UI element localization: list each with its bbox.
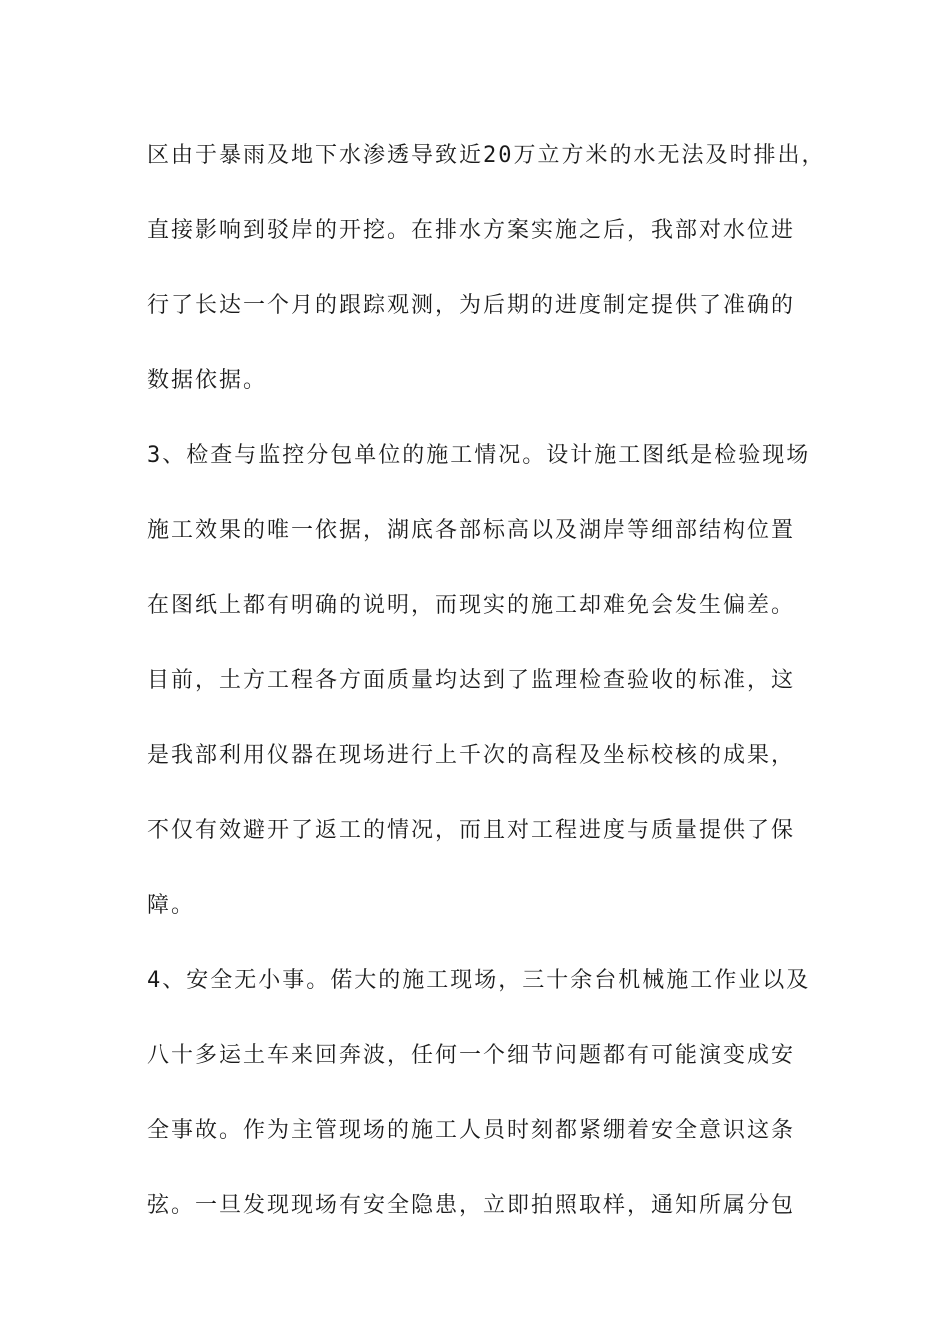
text-line: 全事故。作为主管现场的施工人员时刻都紧绷着安全意识这条 [147, 1118, 796, 1143]
text-line: 八十多运土车来回奔波，任何一个细节问题都有可能演变成安 [147, 1043, 796, 1068]
text-line: 是我部利用仪器在现场进行上千次的高程及坐标校核的成果， [147, 743, 796, 768]
text-line: 直接影响到驳岸的开挖。在排水方案实施之后，我部对水位进 [147, 218, 796, 243]
text-line: 不仅有效避开了返工的情况，而且对工程进度与质量提供了保 [147, 818, 796, 843]
text-line: 弦。一旦发现现场有安全隐患，立即拍照取样，通知所属分包 [147, 1193, 796, 1218]
text-line: 行了长达一个月的跟踪观测，为后期的进度制定提供了准确的 [147, 293, 796, 318]
text-line: 3、检查与监控分包单位的施工情况。设计施工图纸是检验现场 [147, 443, 811, 468]
text-line: 区由于暴雨及地下水渗透导致近20万立方米的水无法及时排出， [147, 143, 826, 168]
text-line: 障。 [147, 893, 196, 918]
text-line: 施工效果的唯一依据，湖底各部标高以及湖岸等细部结构位置 [147, 518, 796, 543]
body-text [147, 131, 826, 1256]
text-line: 4、安全无小事。偌大的施工现场，三十余台机械施工作业以及 [147, 968, 811, 993]
text-line: 在图纸上都有明确的说明，而现实的施工却难免会发生偏差。 [147, 593, 796, 618]
text-line: 目前，土方工程各方面质量均达到了监理检查验收的标准，这 [147, 668, 796, 693]
text-line: 数据依据。 [147, 368, 268, 393]
